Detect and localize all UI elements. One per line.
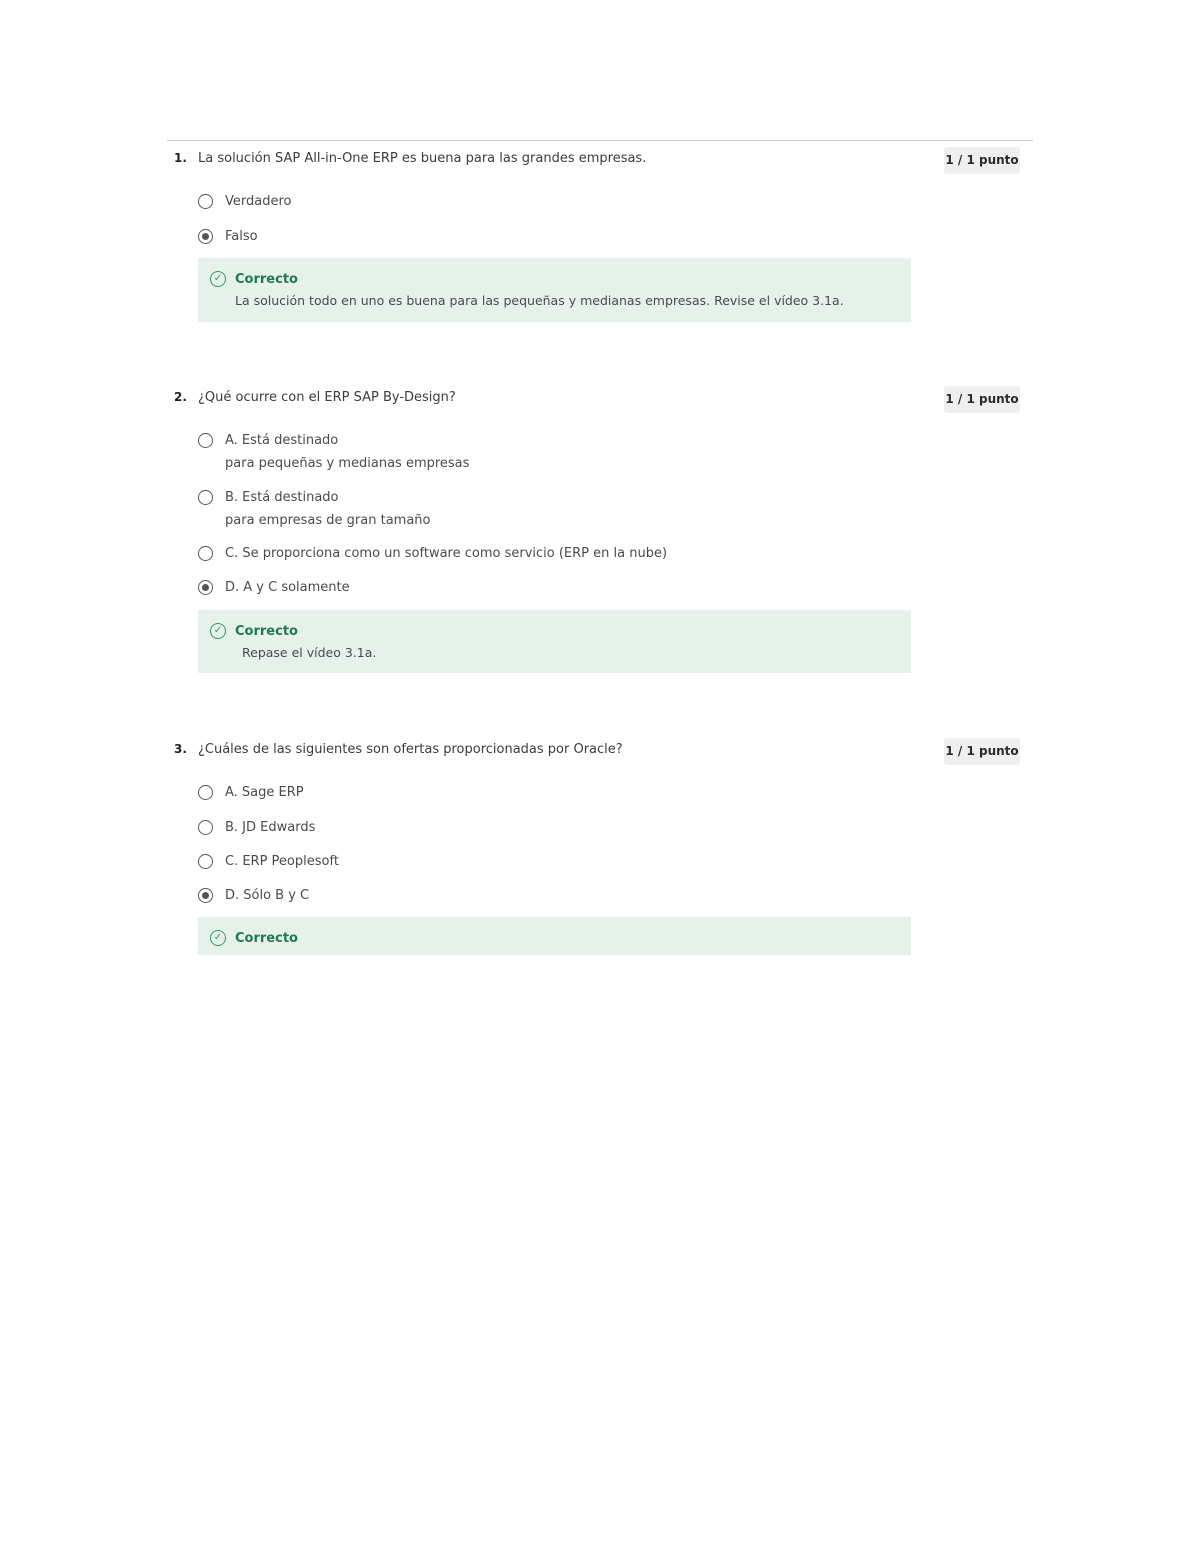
radio-button[interactable] (198, 854, 213, 869)
option-label: C. Se proporciona como un software como servicio (ERP en la nube) (225, 546, 668, 561)
question-number: 3. (174, 742, 187, 756)
radio-button-checked[interactable] (198, 888, 213, 903)
radio-button-checked[interactable] (198, 229, 213, 244)
check-circle-icon: ✓ (210, 930, 226, 946)
option-label: B. Está destinado para empresas de gran tamaño (225, 490, 431, 528)
option-label: B. JD Edwards (225, 820, 316, 835)
radio-button[interactable] (198, 785, 213, 800)
radio-button-checked[interactable] (198, 580, 213, 595)
question-text: La solución SAP All-in-One ERP es buena para las grandes empresas. (198, 151, 647, 166)
feedback-title: Correcto (235, 272, 298, 287)
question-number: 1. (174, 151, 187, 165)
feedback-box (198, 258, 911, 322)
check-circle-icon: ✓ (210, 271, 226, 287)
question-text: ¿Cuáles de las siguientes son ofertas proporcionadas por Oracle? (198, 742, 623, 757)
option-label: C. ERP Peoplesoft (225, 854, 339, 869)
question-number: 2. (174, 390, 187, 404)
score-badge: 1 / 1 punto (944, 147, 1020, 174)
option-label: D. Sólo B y C (225, 888, 310, 903)
option-label: Falso (225, 229, 258, 244)
score-badge: 1 / 1 punto (944, 738, 1020, 765)
quiz-review (167, 140, 1033, 955)
question-text: ¿Qué ocurre con el ERP SAP By-Design? (198, 390, 456, 405)
option-label: A. Está destinado para pequeñas y medianas empresas (225, 433, 470, 471)
radio-button[interactable] (198, 546, 213, 561)
score-badge: 1 / 1 punto (944, 386, 1020, 413)
radio-button[interactable] (198, 194, 213, 209)
radio-button[interactable] (198, 433, 213, 448)
feedback-box (198, 917, 911, 955)
feedback-title: Correcto (235, 931, 298, 946)
feedback-title: Correcto (235, 624, 298, 639)
radio-button[interactable] (198, 820, 213, 835)
option-label: D. A y C solamente (225, 580, 350, 595)
feedback-text: Repase el vídeo 3.1a. (242, 645, 377, 660)
option-label: A. Sage ERP (225, 785, 304, 800)
feedback-text: La solución todo en uno es buena para las pequeñas y medianas empresas. Revise el vídeo 3.1a. (235, 293, 844, 308)
radio-button[interactable] (198, 490, 213, 505)
check-circle-icon: ✓ (210, 623, 226, 639)
option-label: Verdadero (225, 194, 292, 209)
feedback-box (198, 610, 911, 673)
